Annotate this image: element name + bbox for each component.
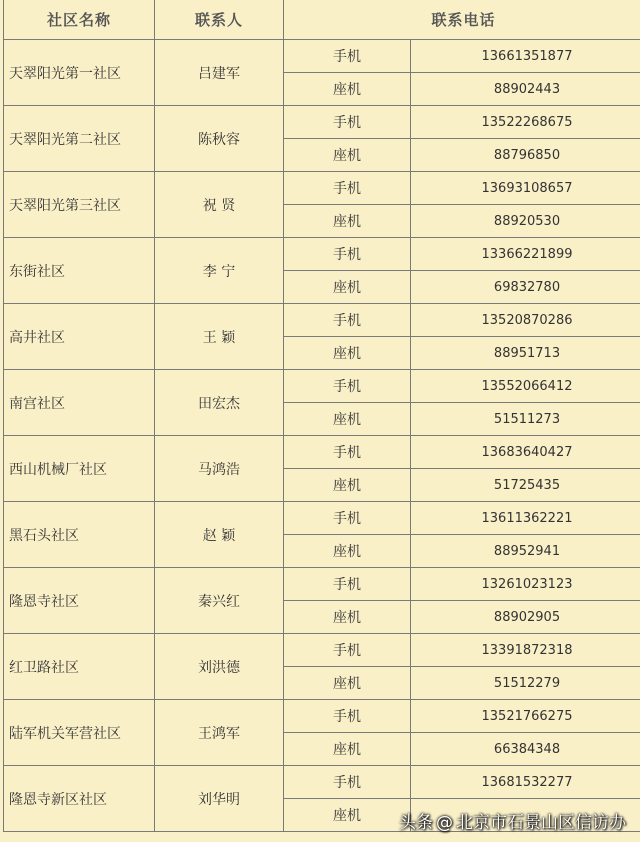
mobile-label: 手机 — [284, 766, 411, 799]
landline-label: 座机 — [284, 601, 411, 634]
table-row — [4, 40, 640, 73]
table-row — [4, 634, 640, 667]
landline-label: 座机 — [284, 667, 411, 700]
mobile-number: 13683640427 — [411, 436, 640, 469]
community-name: 南宫社区 — [4, 370, 155, 436]
contact-person: 刘洪德 — [155, 634, 284, 700]
community-name: 隆恩寺新区社区 — [4, 766, 155, 832]
table-row — [4, 436, 640, 469]
mobile-label: 手机 — [284, 502, 411, 535]
table-body — [4, 40, 640, 832]
mobile-label: 手机 — [284, 238, 411, 271]
landline-label: 座机 — [284, 73, 411, 106]
mobile-number: 13681532277 — [411, 766, 640, 799]
table-row — [4, 370, 640, 403]
community-name: 陆军机关军营社区 — [4, 700, 155, 766]
watermark-at: @ — [436, 813, 453, 833]
community-name: 天翠阳光第三社区 — [4, 172, 155, 238]
header-phone: 联系电话 — [284, 0, 640, 40]
landline-number: 51725435 — [411, 469, 640, 502]
contact-person: 赵 颖 — [155, 502, 284, 568]
mobile-label: 手机 — [284, 700, 411, 733]
mobile-number: 13552066412 — [411, 370, 640, 403]
community-name: 高井社区 — [4, 304, 155, 370]
contact-person: 吕建军 — [155, 40, 284, 106]
table-row — [4, 172, 640, 205]
landline-number: 88952941 — [411, 535, 640, 568]
landline-number: 88920530 — [411, 205, 640, 238]
header-row — [4, 0, 640, 40]
contact-person: 祝 贤 — [155, 172, 284, 238]
mobile-number: 13661351877 — [411, 40, 640, 73]
header-contact: 联系人 — [155, 0, 284, 40]
contact-person: 王鸿军 — [155, 700, 284, 766]
community-name: 西山机械厂社区 — [4, 436, 155, 502]
mobile-number: 13520870286 — [411, 304, 640, 337]
community-name: 天翠阳光第一社区 — [4, 40, 155, 106]
mobile-label: 手机 — [284, 172, 411, 205]
landline-number: 51512279 — [411, 667, 640, 700]
community-name: 天翠阳光第二社区 — [4, 106, 155, 172]
mobile-number: 13366221899 — [411, 238, 640, 271]
header-community: 社区名称 — [4, 0, 155, 40]
landline-number: 69832780 — [411, 271, 640, 304]
landline-number: 88796850 — [411, 139, 640, 172]
mobile-number: 13611362221 — [411, 502, 640, 535]
community-name: 东街社区 — [4, 238, 155, 304]
contact-person: 田宏杰 — [155, 370, 284, 436]
mobile-label: 手机 — [284, 304, 411, 337]
mobile-number: 13261023123 — [411, 568, 640, 601]
table-row — [4, 766, 640, 799]
mobile-label: 手机 — [284, 106, 411, 139]
landline-number: 88951713 — [411, 337, 640, 370]
contact-person: 陈秋容 — [155, 106, 284, 172]
landline-label: 座机 — [284, 271, 411, 304]
landline-label: 座机 — [284, 337, 411, 370]
mobile-number: 13522268675 — [411, 106, 640, 139]
contact-person: 王 颖 — [155, 304, 284, 370]
community-name: 红卫路社区 — [4, 634, 155, 700]
contact-person: 秦兴红 — [155, 568, 284, 634]
mobile-number: 13521766275 — [411, 700, 640, 733]
contact-table — [3, 0, 640, 832]
table-row — [4, 502, 640, 535]
contact-person: 刘华明 — [155, 766, 284, 832]
contact-person: 马鸿浩 — [155, 436, 284, 502]
watermark — [399, 808, 626, 833]
landline-label: 座机 — [284, 139, 411, 172]
mobile-label: 手机 — [284, 436, 411, 469]
table-row — [4, 238, 640, 271]
mobile-label: 手机 — [284, 634, 411, 667]
mobile-number: 13391872318 — [411, 634, 640, 667]
table-row — [4, 568, 640, 601]
table-row — [4, 106, 640, 139]
community-name: 隆恩寺社区 — [4, 568, 155, 634]
landline-label: 座机 — [284, 403, 411, 436]
landline-number: 66384348 — [411, 733, 640, 766]
mobile-label: 手机 — [284, 40, 411, 73]
landline-label: 座机 — [284, 799, 411, 832]
watermark-account: 北京市石景山区信访办 — [456, 813, 626, 833]
landline-number: 88902443 — [411, 73, 640, 106]
landline-label: 座机 — [284, 469, 411, 502]
mobile-number: 13693108657 — [411, 172, 640, 205]
contact-person: 李 宁 — [155, 238, 284, 304]
landline-label: 座机 — [284, 535, 411, 568]
landline-label: 座机 — [284, 205, 411, 238]
landline-label: 座机 — [284, 733, 411, 766]
mobile-label: 手机 — [284, 370, 411, 403]
table-row — [4, 700, 640, 733]
landline-number: 51511273 — [411, 403, 640, 436]
community-name: 黑石头社区 — [4, 502, 155, 568]
mobile-label: 手机 — [284, 568, 411, 601]
table-row — [4, 304, 640, 337]
landline-number: 88902905 — [411, 601, 640, 634]
watermark-prefix: 头条 — [399, 813, 433, 833]
